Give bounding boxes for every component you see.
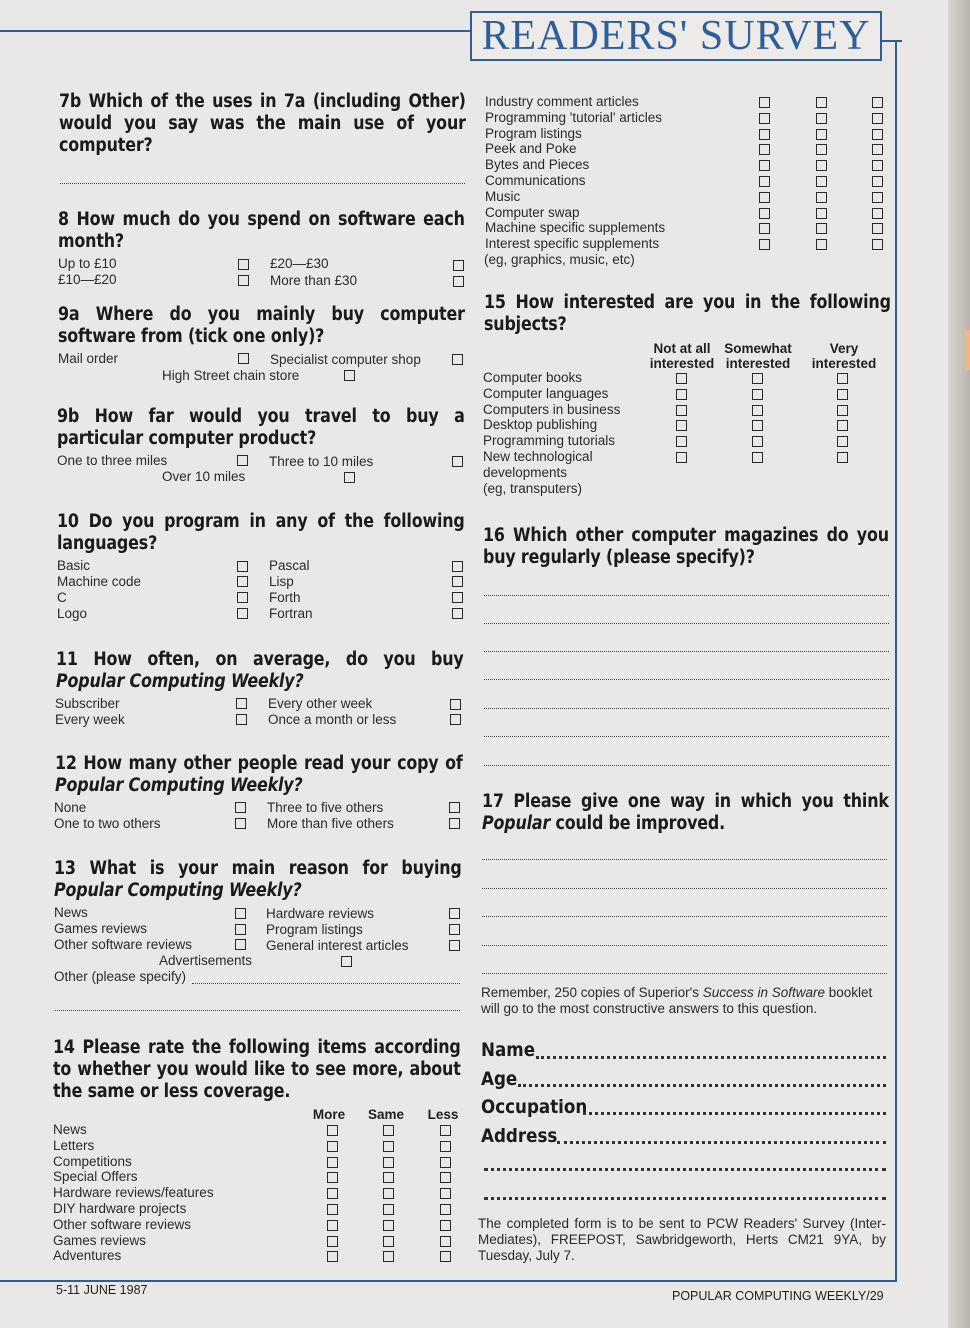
checkbox[interactable] — [449, 908, 460, 919]
answer-line-16[interactable] — [484, 765, 889, 766]
checkbox[interactable] — [327, 1172, 338, 1183]
checkbox[interactable] — [344, 370, 355, 381]
checkbox[interactable] — [327, 1157, 338, 1168]
checkbox[interactable] — [450, 714, 461, 725]
address-field-line-3[interactable] — [484, 1197, 886, 1200]
prize-note: Remember, 250 copies of Superior's Success in Software booklet will go to the most constructive answers to this question. — [481, 985, 873, 1016]
checkbox[interactable] — [440, 1157, 451, 1168]
checkbox[interactable] — [837, 452, 848, 463]
checkbox[interactable] — [816, 239, 827, 250]
checkbox[interactable] — [327, 1188, 338, 1199]
option-label: Subscriber — [55, 696, 120, 711]
row-label: DIY hardware projects — [53, 1201, 187, 1216]
checkbox[interactable] — [383, 1204, 394, 1215]
checkbox[interactable] — [449, 802, 460, 813]
checkbox[interactable] — [752, 405, 763, 416]
option-label: One to two others — [54, 816, 161, 831]
checkbox[interactable] — [872, 160, 883, 171]
row-label-continued: (eg, transputers) — [483, 481, 583, 496]
question-10-title: 10 Do you program in any of the following languages? — [57, 511, 465, 554]
option-label: Program listings — [266, 922, 363, 937]
checkbox[interactable] — [236, 698, 247, 709]
checkbox[interactable] — [752, 436, 763, 447]
checkbox[interactable] — [872, 113, 883, 124]
occupation-label: Occupation — [481, 1096, 588, 1118]
checkbox[interactable] — [837, 389, 848, 400]
row-label: Adventures — [53, 1248, 122, 1264]
checkbox[interactable] — [452, 608, 463, 619]
row-label: Computer languages — [483, 385, 609, 401]
checkbox[interactable] — [327, 1204, 338, 1215]
column-header-very: Very interested — [811, 341, 877, 371]
checkbox[interactable] — [383, 1251, 394, 1262]
page-folio: POPULAR COMPUTING WEEKLY/29 — [672, 1289, 884, 1303]
column-header-same: Same — [367, 1107, 405, 1122]
checkbox[interactable] — [872, 176, 883, 187]
option-label: Games reviews — [54, 921, 148, 936]
checkbox[interactable] — [383, 1236, 394, 1247]
question-9b-title: 9b How far would you travel to buy a particular computer product? — [57, 406, 465, 449]
checkbox[interactable] — [440, 1141, 451, 1152]
row-label: News — [53, 1122, 87, 1137]
question-12-title: 12 How many other people read your copy of Popular Computing Weekly? — [55, 753, 463, 796]
column-header-not-at-all: Not at all interested — [649, 341, 715, 371]
checkbox[interactable] — [383, 1188, 394, 1199]
option-label: Mail order — [58, 351, 119, 366]
question-14-title: 14 Please rate the following items according to whether you would like to see more, about the same or less coverage. — [53, 1037, 461, 1102]
checkbox[interactable] — [383, 1172, 394, 1183]
answer-line-16[interactable] — [484, 595, 889, 596]
question-17-title: 17 Please give one way in which you think Popular could be improved. — [482, 791, 889, 834]
row-label: Special Offers — [53, 1169, 138, 1185]
checkbox[interactable] — [327, 1236, 338, 1247]
answer-line-7b[interactable] — [60, 183, 465, 184]
checkbox[interactable] — [452, 561, 463, 572]
checkbox[interactable] — [816, 176, 827, 187]
other-specify-line[interactable] — [192, 983, 460, 984]
checkbox[interactable] — [752, 452, 763, 463]
answer-line-17[interactable] — [482, 973, 887, 974]
checkbox[interactable] — [872, 239, 883, 250]
checkbox[interactable] — [449, 940, 460, 951]
top-rule-right — [882, 40, 902, 42]
checkbox[interactable] — [440, 1172, 451, 1183]
checkbox[interactable] — [752, 420, 763, 431]
option-label: Other software reviews — [54, 937, 193, 952]
checkbox[interactable] — [759, 97, 770, 108]
checkbox[interactable] — [759, 129, 770, 140]
checkbox[interactable] — [440, 1188, 451, 1199]
checkbox[interactable] — [237, 608, 248, 619]
checkbox[interactable] — [872, 97, 883, 108]
next-page-edge — [965, 330, 970, 370]
row-label: Program listings — [485, 125, 582, 141]
checkbox[interactable] — [235, 924, 246, 935]
checkbox[interactable] — [440, 1236, 451, 1247]
checkbox[interactable] — [872, 144, 883, 155]
right-rule — [895, 40, 897, 1282]
checkbox[interactable] — [816, 97, 827, 108]
row-label: Letters — [53, 1137, 95, 1153]
question-15-title: 15 How interested are you in the following subjects? — [484, 292, 891, 335]
address-field[interactable] — [557, 1141, 886, 1144]
option-label: £10—£20 — [58, 272, 117, 287]
checkbox[interactable] — [752, 389, 763, 400]
option-label: Lisp — [269, 574, 294, 589]
option-label: £20—£30 — [270, 256, 329, 271]
checkbox[interactable] — [238, 275, 249, 286]
checkbox[interactable] — [237, 455, 248, 466]
address-field-line-2[interactable] — [484, 1168, 886, 1171]
checkbox[interactable] — [816, 160, 827, 171]
column-header-more: More — [312, 1107, 346, 1122]
checkbox[interactable] — [440, 1204, 451, 1215]
answer-line-17[interactable] — [482, 888, 887, 889]
checkbox[interactable] — [759, 239, 770, 250]
checkbox[interactable] — [452, 456, 463, 467]
row-label: Competitions — [53, 1153, 132, 1169]
submission-instructions: The completed form is to be sent to PCW Readers' Survey (Inter-Mediates), FREEPOST, Sawbridgeworth, Herts CM21 9YA, by Tuesday, July 7. — [478, 1216, 886, 1263]
top-rule — [0, 30, 470, 32]
issue-date: 5-11 JUNE 1987 — [56, 1283, 148, 1297]
option-label: Logo — [57, 606, 88, 621]
name-label: Name — [481, 1039, 536, 1061]
checkbox[interactable] — [449, 818, 460, 829]
option-label: Three to five others — [267, 800, 384, 815]
row-label: Computer swap — [485, 204, 580, 220]
survey-banner — [470, 11, 882, 61]
checkbox[interactable] — [676, 405, 687, 416]
checkbox[interactable] — [236, 714, 247, 725]
option-label: Specialist computer shop — [270, 352, 421, 367]
occupation-field[interactable] — [583, 1112, 886, 1115]
option-label: Fortran — [269, 606, 313, 621]
checkbox[interactable] — [235, 818, 246, 829]
option-label: Hardware reviews — [266, 906, 375, 921]
option-label: None — [54, 800, 87, 815]
option-label: Up to £10 — [58, 256, 117, 271]
checkbox[interactable] — [759, 144, 770, 155]
checkbox[interactable] — [872, 192, 883, 203]
row-label: Communications — [485, 173, 586, 188]
option-label: News — [54, 905, 88, 920]
option-label: Once a month or less — [268, 712, 397, 727]
checkbox[interactable] — [676, 420, 687, 431]
checkbox[interactable] — [235, 802, 246, 813]
checkbox[interactable] — [816, 144, 827, 155]
checkbox[interactable] — [344, 472, 355, 483]
option-label: One to three miles — [57, 453, 168, 468]
checkbox[interactable] — [383, 1157, 394, 1168]
row-label: New technological — [483, 449, 593, 464]
checkbox[interactable] — [872, 208, 883, 219]
question-16-title: 16 Which other computer magazines do you buy regularly (please specify)? — [483, 525, 889, 568]
checkbox[interactable] — [383, 1141, 394, 1152]
row-label: Programming tutorials — [483, 433, 616, 449]
checkbox[interactable] — [440, 1125, 451, 1136]
checkbox[interactable] — [676, 452, 687, 463]
checkbox[interactable] — [327, 1220, 338, 1231]
checkbox[interactable] — [759, 113, 770, 124]
option-label: More than £30 — [270, 273, 358, 288]
checkbox[interactable] — [676, 389, 687, 400]
checkbox[interactable] — [327, 1251, 338, 1262]
checkbox[interactable] — [759, 223, 770, 234]
option-label: Every other week — [268, 696, 373, 711]
checkbox[interactable] — [452, 576, 463, 587]
answer-line-16[interactable] — [484, 736, 889, 737]
checkbox[interactable] — [238, 353, 249, 364]
table-note: (eg, graphics, music, etc) — [484, 252, 635, 267]
checkbox[interactable] — [383, 1125, 394, 1136]
checkbox[interactable] — [450, 699, 461, 710]
option-label: Basic — [57, 558, 91, 573]
row-label: Industry comment articles — [485, 94, 639, 109]
checkbox[interactable] — [752, 373, 763, 384]
option-label: General interest articles — [266, 938, 409, 953]
other-specify-label: Other (please specify) — [54, 969, 187, 984]
checkbox[interactable] — [235, 908, 246, 919]
answer-line-16[interactable] — [484, 679, 889, 680]
checkbox[interactable] — [816, 223, 827, 234]
checkbox[interactable] — [872, 129, 883, 140]
name-field[interactable] — [536, 1056, 886, 1059]
checkbox[interactable] — [872, 223, 883, 234]
checkbox[interactable] — [453, 260, 464, 271]
checkbox[interactable] — [383, 1220, 394, 1231]
age-label: Age — [481, 1068, 518, 1090]
question-8-title: 8 How much do you spend on software each month? — [58, 209, 465, 252]
row-label: Music — [485, 188, 521, 204]
checkbox[interactable] — [759, 160, 770, 171]
option-label: Machine code — [57, 574, 142, 589]
row-label-continued: developments — [483, 465, 568, 480]
option-label: Pascal — [269, 558, 310, 573]
checkbox[interactable] — [816, 113, 827, 124]
row-label: Games reviews — [53, 1232, 147, 1248]
answer-line-17[interactable] — [482, 859, 887, 860]
checkbox[interactable] — [759, 208, 770, 219]
checkbox[interactable] — [759, 192, 770, 203]
question-7b-title: 7b Which of the uses in 7a (including Other) would you say was the main use of your computer? — [59, 91, 466, 156]
row-label: Computers in business — [483, 401, 621, 417]
column-header-somewhat: Somewhat interested — [724, 341, 792, 371]
row-label: Bytes and Pieces — [485, 157, 590, 173]
age-field[interactable] — [518, 1084, 886, 1087]
question-9a-title: 9a Where do you mainly buy computer software from (tick one only)? — [58, 304, 465, 347]
checkbox[interactable] — [837, 420, 848, 431]
checkbox[interactable] — [440, 1251, 451, 1262]
answer-line-16[interactable] — [484, 708, 889, 709]
checkbox[interactable] — [452, 354, 463, 365]
row-label: Hardware reviews/features — [53, 1185, 214, 1201]
checkbox[interactable] — [237, 576, 248, 587]
option-label: Every week — [55, 712, 125, 727]
checkbox[interactable] — [237, 561, 248, 572]
checkbox[interactable] — [440, 1220, 451, 1231]
option-label: Over 10 miles — [162, 469, 246, 484]
checkbox[interactable] — [238, 259, 249, 270]
answer-line-16[interactable] — [484, 651, 889, 652]
checkbox[interactable] — [341, 956, 352, 967]
survey-title: READERS' SURVEY — [481, 13, 871, 59]
checkbox[interactable] — [237, 592, 248, 603]
checkbox[interactable] — [837, 436, 848, 447]
checkbox[interactable] — [327, 1141, 338, 1152]
checkbox[interactable] — [676, 373, 687, 384]
checkbox[interactable] — [816, 208, 827, 219]
option-label: Forth — [269, 590, 301, 605]
answer-line-17[interactable] — [482, 945, 887, 946]
bottom-rule — [0, 1280, 897, 1282]
row-label: Programming 'tutorial' articles — [485, 109, 662, 125]
column-header-less: Less — [427, 1107, 459, 1122]
checkbox[interactable] — [837, 373, 848, 384]
checkbox[interactable] — [452, 592, 463, 603]
option-label: More than five others — [267, 816, 394, 831]
row-label: Interest specific supplements — [485, 236, 660, 252]
checkbox[interactable] — [235, 939, 246, 950]
option-label: Three to 10 miles — [269, 454, 374, 469]
row-label: Other software reviews — [53, 1216, 192, 1232]
option-label: Advertisements — [159, 953, 253, 968]
checkbox[interactable] — [816, 192, 827, 203]
option-label: C — [57, 590, 67, 605]
checkbox[interactable] — [449, 924, 460, 935]
row-label: Peek and Poke — [485, 141, 577, 157]
checkbox[interactable] — [676, 436, 687, 447]
row-label: Computer books — [483, 370, 583, 385]
answer-line-17[interactable] — [482, 916, 887, 917]
checkbox[interactable] — [816, 129, 827, 140]
question-13-title: 13 What is your main reason for buying Popular Computing Weekly? — [54, 858, 462, 901]
checkbox[interactable] — [759, 176, 770, 187]
page-edge-shadow — [948, 0, 970, 1328]
row-label: Desktop publishing — [483, 417, 598, 433]
option-label: High Street chain store — [162, 368, 300, 383]
answer-line-16[interactable] — [484, 623, 889, 624]
row-label: Machine specific supplements — [485, 220, 666, 236]
other-specify-line-2[interactable] — [55, 1010, 460, 1011]
checkbox[interactable] — [327, 1125, 338, 1136]
question-11-title: 11 How often, on average, do you buy Popular Computing Weekly? — [56, 649, 464, 692]
address-label: Address — [481, 1125, 558, 1147]
checkbox[interactable] — [453, 276, 464, 287]
checkbox[interactable] — [837, 405, 848, 416]
